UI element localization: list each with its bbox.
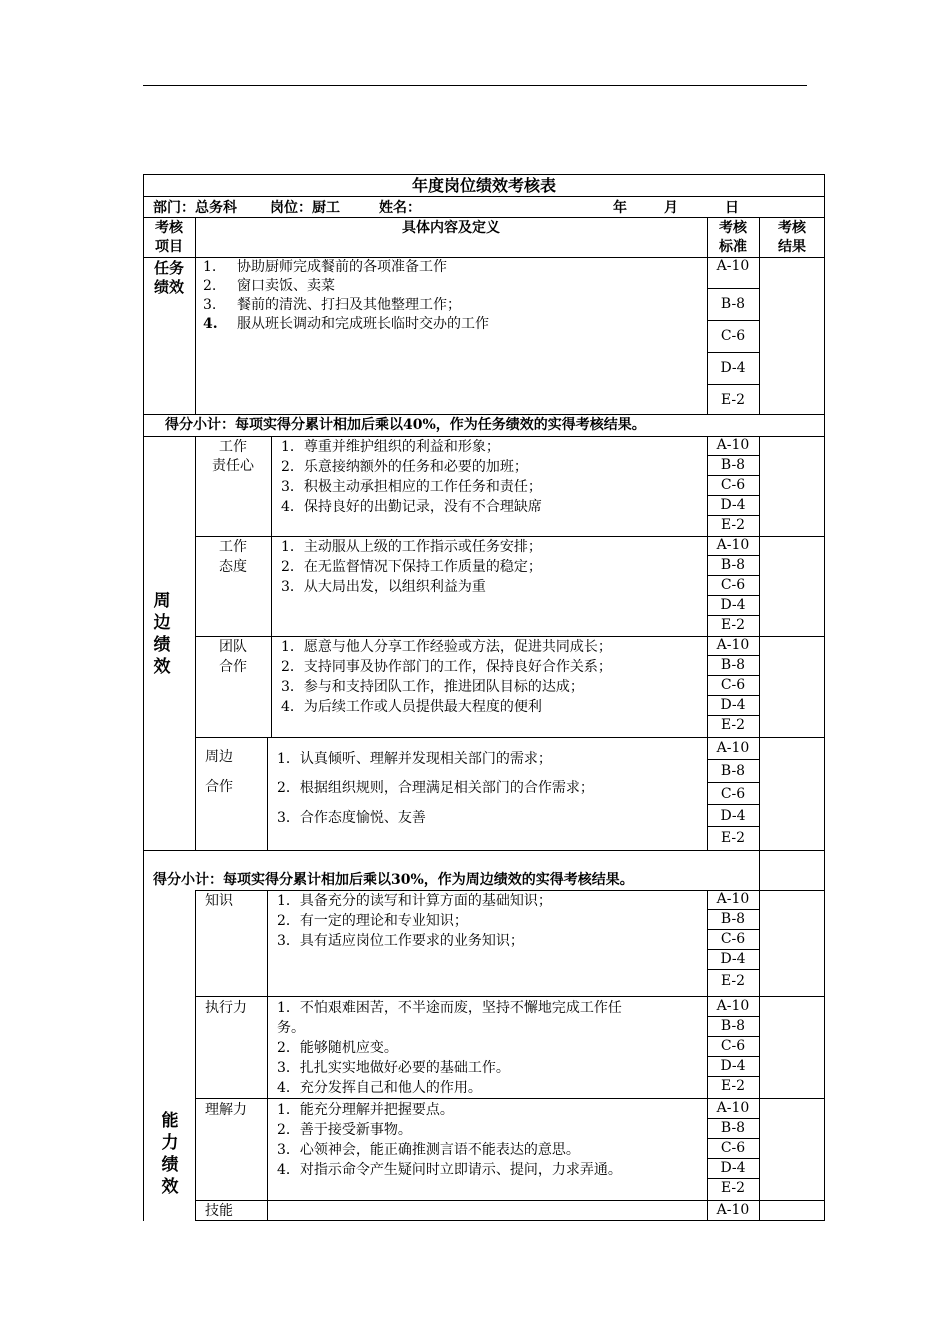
criteria-line: 4．充分发挥自己和他人的作用。	[277, 1080, 482, 1096]
grade-cell: E-2	[720, 717, 746, 733]
divider	[759, 890, 760, 1221]
criteria-line: 1．愿意与他人分享工作经验或方法，促进共同成长；	[281, 639, 612, 655]
sub-name: 团队	[219, 639, 247, 655]
criteria-line: 3．合作态度愉悦、友善	[277, 810, 426, 826]
grade-cell: E-2	[720, 517, 746, 533]
criteria-line: 2．支持同事及协作部门的工作，保持良好合作关系；	[281, 659, 612, 675]
divider	[143, 850, 825, 851]
task-item-2: 窗口卖饭、卖菜	[237, 278, 335, 294]
grade-cell: C-6	[707, 1139, 759, 1159]
grade-cell: A-10	[707, 1200, 759, 1221]
grade-cell: B-8	[707, 656, 759, 676]
grade-cell: A-10	[707, 996, 759, 1017]
divider	[143, 414, 825, 415]
grade-cell: B-8	[707, 1017, 759, 1037]
dept-label: 部门：总务科	[153, 200, 237, 216]
criteria-line: 3．积极主动承担相应的工作任务和责任；	[281, 479, 542, 495]
grade-cell: C-6	[707, 783, 759, 805]
task-label-1: 任务	[153, 259, 184, 277]
criteria-line: 2．根据组织规则，合理满足相关部门的合作需求；	[277, 780, 594, 796]
task-num-2: 2.	[203, 278, 217, 294]
ability-label: 能力绩效	[161, 1111, 179, 1197]
criteria-line: 4．保持良好的出勤记录，没有不合理缺席	[281, 499, 542, 515]
criteria-line: 3．参与和支持团队工作，推进团队目标的达成；	[281, 679, 584, 695]
grade-cell: E-2	[720, 392, 746, 408]
grade-cell: D-4	[707, 353, 759, 385]
criteria-line: 3．从大局出发，以组织利益为重	[281, 579, 486, 595]
sub-name: 工作	[219, 539, 247, 555]
col-item-2: 项目	[155, 239, 183, 255]
task-num-1: 1.	[203, 259, 217, 275]
grade-cell: A-10	[707, 536, 759, 556]
col-result-1: 考核	[778, 220, 806, 236]
criteria-line: 4．对指示命令产生疑问时立即请示、提问，力求弄通。	[277, 1162, 622, 1178]
criteria-line: 1．尊重并维护组织的利益和形象；	[281, 439, 500, 455]
grade-cell: C-6	[707, 1037, 759, 1057]
grade-cell: E-2	[720, 830, 746, 846]
grade-cell: A-10	[707, 890, 759, 910]
grade-cell: B-8	[707, 910, 759, 930]
task-num-3: 3.	[203, 297, 217, 313]
criteria-line: 1．不怕艰难困苦，不半途而废，坚持不懈地完成工作任	[277, 1000, 622, 1016]
col-content: 具体内容及定义	[402, 220, 500, 236]
divider	[143, 196, 825, 197]
grade-cell: C-6	[707, 576, 759, 596]
sub-name: 工作	[219, 439, 247, 455]
col-item-1: 考核	[155, 220, 183, 236]
peripheral-label: 周边绩效	[153, 591, 171, 677]
grade-cell: A-10	[707, 1098, 759, 1119]
criteria-line: 1．具备充分的读写和计算方面的基础知识；	[277, 893, 552, 909]
sub-name: 周边	[205, 749, 233, 765]
sub-name: 合作	[219, 659, 247, 675]
year-label: 年	[613, 200, 627, 216]
task-subtotal: 得分小计：每项实得分累计相加后乘以40%，作为任务绩效的实得考核结果。	[165, 417, 646, 433]
grade-cell: E-2	[720, 617, 746, 633]
grade-cell: C-6	[707, 676, 759, 696]
divider	[759, 436, 760, 850]
grade-cell: C-6	[707, 321, 759, 353]
criteria-line: 4．为后续工作或人员提供最大程度的便利	[281, 699, 542, 715]
sub-name: 责任心	[212, 458, 254, 474]
grade-cell: D-4	[707, 805, 759, 827]
grade-cell: E-2	[720, 973, 746, 989]
divider	[271, 436, 272, 536]
divider	[143, 217, 825, 218]
criteria-line: 务。	[277, 1020, 305, 1036]
divider	[195, 217, 196, 257]
criteria-line: 2．乐意接纳额外的任务和必要的加班；	[281, 459, 528, 475]
divider	[267, 890, 268, 1221]
divider	[759, 257, 760, 414]
form-title: 年度岗位绩效考核表	[411, 176, 556, 195]
grade-cell: B-8	[707, 456, 759, 476]
sub-name: 知识	[205, 893, 233, 909]
task-label-2: 绩效	[153, 278, 184, 296]
grade-cell: C-6	[707, 476, 759, 496]
criteria-line: 3．具有适应岗位工作要求的业务知识；	[277, 933, 524, 949]
grade-cell: B-8	[707, 1119, 759, 1139]
divider	[195, 890, 196, 1221]
grade-cell: A-10	[707, 737, 759, 760]
sub-name: 理解力	[205, 1102, 247, 1118]
day-label: 日	[725, 200, 739, 216]
col-standard-1: 考核	[719, 220, 747, 236]
task-item-1: 协助厨师完成餐前的各项准备工作	[237, 259, 447, 275]
divider	[267, 737, 268, 850]
grade-cell: A-10	[707, 257, 759, 289]
divider	[271, 636, 272, 738]
grade-cell: D-4	[707, 950, 759, 970]
grade-cell: B-8	[707, 289, 759, 321]
col-standard-2: 标准	[719, 239, 747, 255]
sub-name: 态度	[219, 559, 247, 575]
grade-cell: B-8	[707, 760, 759, 783]
criteria-line: 3．心领神会，能正确推测言语不能表达的意思。	[277, 1142, 580, 1158]
criteria-line: 2．有一定的理论和专业知识；	[277, 913, 468, 929]
grade-cell: E-2	[720, 1180, 746, 1196]
task-item-4: 服从班长调动和完成班长临时交办的工作	[237, 316, 489, 332]
grade-cell: E-2	[720, 1078, 746, 1094]
name-label: 姓名：	[379, 200, 421, 216]
task-item-3: 餐前的清洗、打扫及其他整理工作；	[237, 297, 461, 313]
col-result-2: 结果	[778, 239, 806, 255]
criteria-line: 1．能充分理解并把握要点。	[277, 1102, 454, 1118]
grade-cell: D-4	[707, 496, 759, 516]
peripheral-subtotal: 得分小计：每项实得分累计相加后乘以30%，作为周边绩效的实得考核结果。	[153, 872, 634, 888]
post-label: 岗位：厨工	[270, 200, 340, 216]
criteria-line: 3．扎扎实实地做好必要的基础工作。	[277, 1060, 510, 1076]
task-num-4: 4.	[203, 316, 218, 332]
grade-cell: D-4	[707, 596, 759, 616]
divider	[195, 257, 196, 414]
criteria-line: 1．认真倾听、理解并发现相关部门的需求；	[277, 751, 552, 767]
divider	[271, 536, 272, 636]
month-label: 月	[664, 200, 678, 216]
top-rule	[143, 85, 807, 86]
grade-cell: A-10	[707, 436, 759, 456]
divider	[195, 1220, 825, 1221]
sub-name: 执行力	[205, 1000, 247, 1016]
grade-cell: D-4	[707, 696, 759, 716]
grade-cell: B-8	[707, 556, 759, 576]
criteria-line: 2．在无监督情况下保持工作质量的稳定；	[281, 559, 542, 575]
sub-name: 合作	[205, 779, 233, 795]
divider	[759, 850, 760, 890]
sub-name: 技能	[205, 1203, 233, 1219]
criteria-line: 1．主动服从上级的工作指示或任务安排；	[281, 539, 542, 555]
divider	[707, 217, 708, 257]
grade-cell: D-4	[707, 1159, 759, 1179]
grade-cell: C-6	[707, 930, 759, 950]
divider	[759, 217, 760, 257]
grade-cell: D-4	[707, 1057, 759, 1077]
criteria-line: 2．能够随机应变。	[277, 1040, 398, 1056]
grade-cell: A-10	[707, 636, 759, 656]
criteria-line: 2．善于接受新事物。	[277, 1122, 412, 1138]
